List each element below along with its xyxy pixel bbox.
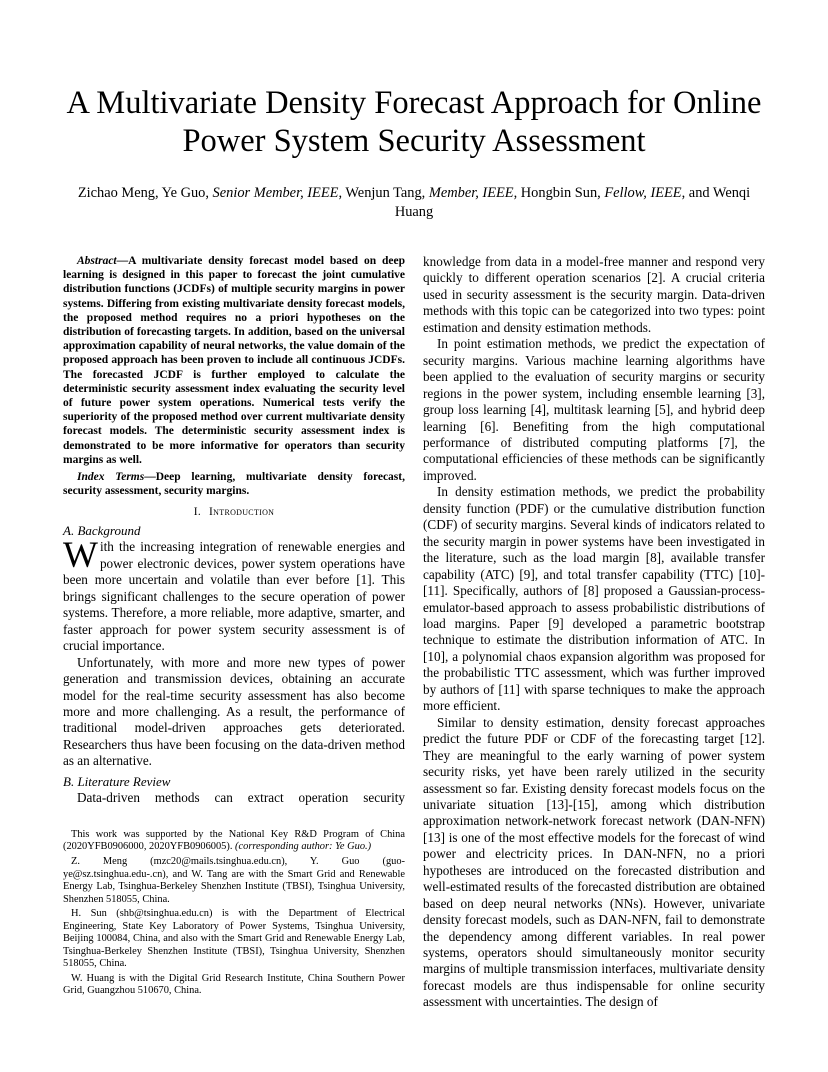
left-column	[63, 254, 405, 806]
footnote-corresponding-author: (corresponding author: Ye Guo.)	[235, 841, 372, 853]
abstract-text: —A multivariate density forecast model based on deep learning is designed in this paper to forecast the joint cumulative distribution functions (JCDFs) of multiple security margins in power systems. Differing from existing multivariate density forecast models, the proposed method requires no a priori hypotheses on the distribution of forecasting targets. In addition, based on the universal approximation capability of neural networks, the value domain of the proposed approach has been proven to include all continuous JCDFs. The forecasted JCDF is further employed to calculate the deterministic security assessment index evaluating the security level of future power system operations. Numerical tests verify the superiority of the proposed method over current multivariate density forecast models. The deterministic security assessment index is demonstrated to be more informative for operators than security margins as well.	[63, 255, 405, 466]
author-names-4: , and Wenqi Huang	[394, 185, 751, 220]
density-forecast-paragraph: Similar to density estimation, density forecast approaches predict the future PDF or CDF of the forecasting target [12]. They are meaningful to the early warning of power system security risks, yet have been rarely utilized in the security assessment so far. Existing density forecast models focus on the univariate situation [13]-[15], among which distribution approximation network-network forecast network (DAN-NFN) [13] is one of the most effective models for the forecast of wind power and electricity prices. In DAN-NFN, no a priori hypotheses are introduced on the forecasted distribution and well-estimated results of the forecasted distribution are obtained based on deep neural networks (NNs). However, univariate density forecast models, such as DAN-NFN, fail to demonstrate the dependency among different variables. In real power systems, operators should simultaneously monitor security margins of multiple transmission interfaces, multivariate density forecast models are thus indispensable for online security assessment with uncertainties. The design of	[423, 714, 765, 1010]
section-title: Introduction	[209, 506, 275, 519]
index-terms-label: Index Terms	[77, 471, 145, 484]
index-terms	[63, 470, 405, 498]
literature-paragraph-1-continued: knowledge from data in a model-free manner and respond very quickly to different operation scenarios [2]. A crucial criteria used in security assessment is the security margin. Data-driven methods with this topic can be categorized into two types: point estimation and density estimation methods.	[423, 254, 765, 335]
density-estimation-paragraph: In density estimation methods, we predict the probability density function (PDF) or the cumulative distribution function (CDF) of security margins. Several kinds of indicators related to the security margin in power systems have been investigated in the literature, such as the load margin [8], available transfer capability (ATC) [9], and total transfer capability (TTC) [10]-[11]. Specifically, authors of [8] proposed a Gaussian-process-emulator-based approach to assess probabilistic distributions of load margins. Paper [9] developed a parametric bootstrap technique to estimate the distribution information of ATC. In [10], a polynomial chaos expansion algorithm was proposed for the probabilistic TTC assessment, which was further improved by authors of [11] with sparse techniques to make the approach more efficient.	[423, 484, 765, 714]
section-number: I.	[193, 506, 202, 519]
background-paragraph-1	[63, 535, 405, 654]
drop-cap-letter: W	[63, 535, 98, 577]
subsection-heading-background: A. Background	[63, 523, 141, 539]
subsection-heading-literature-review: B. Literature Review	[63, 773, 171, 789]
author-role-1: Senior Member, IEEE	[212, 185, 339, 201]
author-role-2: Member, IEEE	[428, 185, 514, 201]
title-line-1: A Multivariate Density Forecast Approach for Online	[66, 85, 762, 121]
abstract	[63, 254, 405, 467]
footnote-funding	[63, 829, 405, 854]
paper-title	[40, 84, 788, 160]
literature-paragraph-1: Data-driven methods can extract operation security	[77, 789, 405, 805]
author-list	[60, 184, 768, 222]
right-column	[423, 254, 765, 1011]
author-names-3: , Hongbin Sun,	[513, 185, 605, 201]
point-estimation-paragraph: In point estimation methods, we predict the expectation of security margins. Various machine learning algorithms have been applied to the evaluation of security margins or security regions in the power system, including ensemble learning [3], group loss learning [4], multitask learning [5], and hybrid deep learning [6]. Benefiting from the high computational performance of distributed computing platforms [7], the computational efficiencies of these methods can be significantly improved.	[423, 336, 765, 483]
footnote-affiliation-huang: W. Huang is with the Digital Grid Research Institute, China Southern Power Grid, Guangzhou 510670, China.	[63, 972, 405, 997]
footnote-affiliation-meng-guo-tang: Z. Meng (mzc20@mails.tsinghua.edu.cn), Y. Guo (guo-ye@sz.tsinghua.edu-.cn), and W. Tang are with the Smart Grid and Renewable Energy Lab, Tsinghua-Berkeley Shenzhen Institute (TBSI), Tsinghua University, Shenzhen 518055, China.	[63, 856, 405, 905]
footnotes	[63, 829, 405, 1000]
section-heading-introduction	[63, 505, 405, 519]
background-paragraph-2: Unfortunately, with more and more new types of power generation and transmission devices, obtaining an accurate model for the real-time security assessment has also become more and more challenging. As a result, the performance of traditional model-driven approaches gets deteriorated. Researchers thus have been focusing on the data-driven method as an alternative.	[63, 654, 405, 769]
index-terms-text: —Deep learning, multivariate density forecast, security assessment, security margins.	[63, 471, 405, 498]
author-names-2: , Wenjun Tang,	[338, 185, 429, 201]
title-line-2: Power System Security Assessment	[182, 123, 646, 159]
footnote-affiliation-sun: H. Sun (shb@tsinghua.edu.cn) is with the Department of Electrical Engineering, State Key Laboratory of Power Systems, Tsinghua University, Beijing 100084, China, and also with the Smart Grid and Renewable Energy Lab, Tsinghua-Berkeley Shenzhen Institute (TBSI), Tsinghua University, Shenzhen 518055, China.	[63, 908, 405, 970]
footnote-funding-text: This work was supported by the National Key R&D Program of China (2020YFB0906000, 2020YFB0906005).	[63, 829, 405, 853]
background-paragraph-1-text: ith the increasing integration of renewable energies and power electronic devices, power system operations have been more uncertain and volatile than ever before [1]. This brings significant challenges to the secure operation of power systems. Therefore, a more reliable, more adaptive, smarter, and faster approach for power system security assessment is of crucial importance.	[63, 539, 405, 654]
abstract-label: Abstract	[77, 255, 117, 267]
author-role-3: Fellow, IEEE	[604, 185, 682, 201]
author-names-1: Zichao Meng, Ye Guo,	[77, 185, 213, 201]
